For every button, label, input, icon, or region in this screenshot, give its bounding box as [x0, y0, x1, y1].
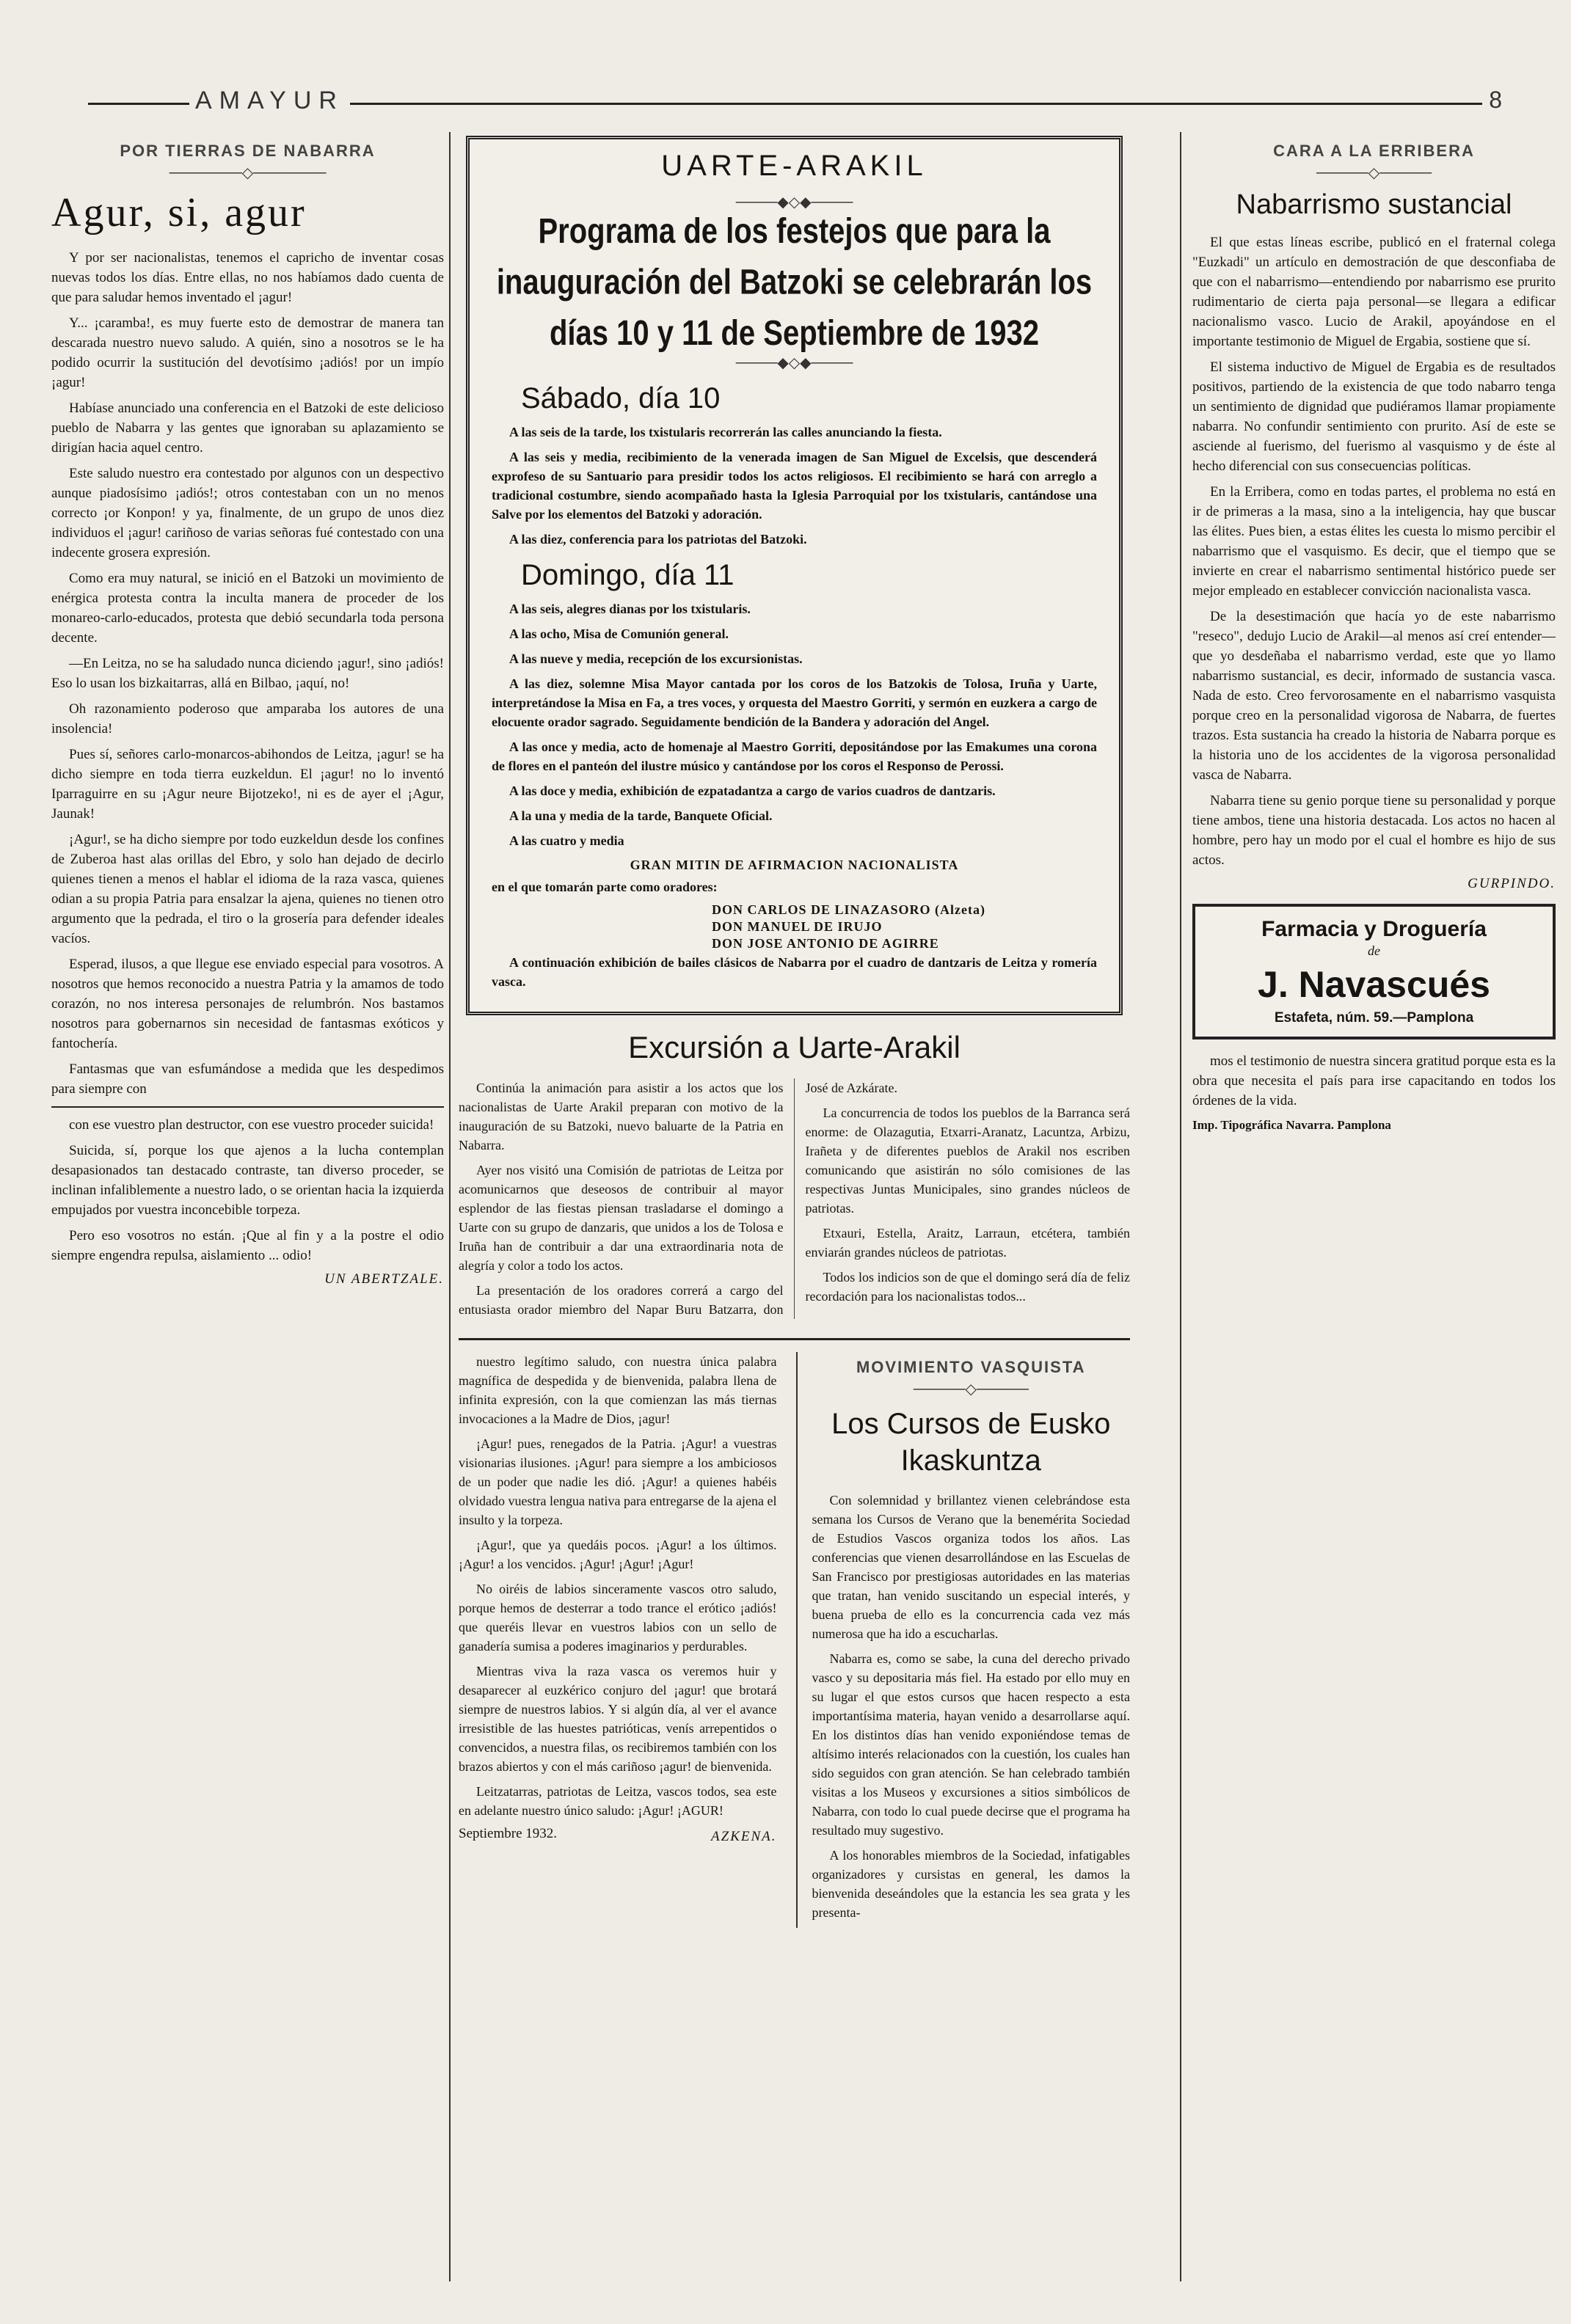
- paragraph: Nabarra es, como se sabe, la cuna del derecho privado vasco y su depositaria más fiel. Ha estado por ello muy en su lugar el que estos cursos que hacen respecto a esta importantísima materia, hayan venido a desarrollarse aquí. En los distintos días han venido exponiéndose temas de altísimo interés relacionados con la cuestión, los cuales han sido seguidos con gran atención. Se han celebrado también visitas a los Museos y excursiones a sitios simbólicos de Nabarra, con todo lo cual puede decirse que el programa ha resultado muy sugestivo.: [812, 1651, 1130, 1838]
- lower-section: [459, 1338, 1130, 1928]
- paragraph: Este saludo nuestro era contestado por algunos con un despectivo aunque piadosísimo ¡adiós!; otros contestaban con un no menos correcto ¡or Konpon! y ya, finalmente, de un grupo de unos diez individuos el ¡agur! cariñoso de varias señoras fué contestado con una indecente grosera expresión.: [51, 466, 444, 560]
- program-item: A las seis y media, recibimiento de la venerada imagen de San Miguel de Excelsis, que descenderá exprofeso de su Santuario para presidir todos los actos religiosos. El recibimiento se hará con arreglo a tradicional costumbre, siendo acompañado hasta la Iglesia Parroquial por los txistularis, cantándose una Salve por los elementos del Batzoki y adoración.: [492, 450, 1097, 522]
- paragraph: Habíase anunciado una conferencia en el Batzoki de este delicioso pueblo de Nabarra y las gentes que ignoraban su aplazamiento se dirigían hacia aquel centro.: [51, 401, 444, 456]
- day-heading: Domingo, día 11: [521, 559, 735, 591]
- column-divider-right: [1180, 132, 1181, 2281]
- paragraph: Pues sí, señores carlo-monarcos-abihondos de Leitza, ¡agur! se ha dicho siempre en toda tierra euzkeldun. El ¡agur! no lo inventó Iparraguirre en su ¡Agur neure Bijotzeko!, ni es de ayer el ¡Agur, Jaunak!: [51, 747, 444, 822]
- paragraph: Nabarra tiene su genio porque tiene su personalidad y porque tiene ambos, tiene una historia destacada. Los actos no hacen al hombre, pero hay un modo por el cual el hombre es hijo de sus actos.: [1192, 793, 1556, 868]
- program-item: A la una y media de la tarde, Banquete Oficial.: [509, 808, 773, 823]
- ornament: ─────◇─────: [1316, 165, 1432, 181]
- paragraph: Leitzatarras, patriotas de Leitza, vascos todos, sea este en adelante nuestro único saludo: ¡Agur! ¡AGUR!: [459, 1784, 777, 1818]
- ornament: ───────◇───────: [169, 165, 327, 181]
- ad-name: J. Navascués: [1258, 964, 1490, 1005]
- paragraph: nuestro legítimo saludo, con nuestra única palabra magnífica de despedida y de bienvenida, palabra llena de infinita expresión, con la que comienzan las más tiernas invocaciones a la Madre de Dios, ¡agur!: [459, 1354, 777, 1426]
- program-item: A las cuatro y media: [509, 833, 624, 848]
- program-item: A las diez, conferencia para los patriotas del Batzoki.: [509, 532, 807, 547]
- paragraph: Continúa la animación para asistir a los actos que los nacionalistas de Uarte Arakil preparan con motivo de la inauguración de su Batzoki, nuevo baluarte de la Patria en Nabarra.: [459, 1081, 784, 1152]
- paragraph: ¡Agur!, se ha dicho siempre por todo euzkeldun desde los confines de Zuberoa hast alas orillas del Ebro, y solo han dejado de decirlo quienes tienen a menos el hablar el idioma de la raza vasca, quienes odian a su propia Patria para ensalzar la ajena, quienes no tienen otro argumento que la pedrada, el tiro o la grosería para defender ideales vacíos.: [51, 832, 444, 946]
- program-item: A las seis de la tarde, los txistularis recorrerán las calles anunciando la fiesta.: [509, 425, 942, 439]
- mitin-heading: GRAN MITIN DE AFIRMACION NACIONALISTA: [630, 858, 959, 872]
- signature: AZKENA.: [711, 1829, 777, 1844]
- ad-address: Estafeta, núm. 59.—Pamplona: [1274, 1010, 1474, 1026]
- article-body: [51, 248, 444, 1287]
- paragraph: No oiréis de labios sinceramente vascos otro saludo, porque hemos de desterrar a todo trance el erótico ¡adiós! que queréis llevar en vuestros labios con un sello de ganadería sumisa a poderes imaginarios y perdurables.: [459, 1582, 777, 1654]
- paragraph: Etxauri, Estella, Araitz, Larraun, etcétera, también enviarán grandes núcleos de patriotas.: [805, 1226, 1130, 1260]
- paragraph: Con solemnidad y brillantez vienen celebrándose esta semana los Cursos de Verano que la benemérita Sociedad de Estudios Vascos organiza todos los años. Las conferencias que vienen desarrollándose en las Escuelas de San Francisco por prestigiosas autoridades en las materias que tratan, han venido suscitando un especial interés, y buena prueba de ello es la concurrencia cada vez más numerosa que ha ido a escucharlas.: [812, 1493, 1130, 1641]
- ad-sub: de: [1368, 943, 1380, 958]
- masthead: [0, 87, 1571, 123]
- date-signature-row: [459, 1826, 777, 1848]
- paragraph: Suicida, sí, porque los que ajenos a la lucha contemplan desapasionados tan destacado contraste, tan diverso proceder, se inclinan infaliblemente a nuestro lado, o se orientan hacia la izquierda empujados por vuestra inconcebible torpeza.: [51, 1143, 444, 1218]
- left-column: [51, 136, 444, 2307]
- speaker: DON CARLOS DE LINAZASORO (Alzeta): [712, 902, 986, 917]
- date: Septiembre 1932.: [459, 1826, 558, 1841]
- speaker: DON JOSE ANTONIO DE AGIRRE: [712, 936, 939, 951]
- paragraph: Ayer nos visitó una Comisión de patriotas de Leitza por acomunicarnos que deseosos de contribuir al mayor esplendor de las fiestas piensan trasladarse el domingo a Uarte con su grupo de danzaris, que unidos a los de Tolosa e Iruña han de contribuir a dar una extraordinaria nota de alegría y color a todo los actos.: [459, 1163, 784, 1273]
- paragraph: ¡Agur! pues, renegados de la Patria. ¡Agur! a vuestras visionarias ilusiones. ¡Agur! para siempre a los ambiciosos de un poder que nadie les dió. ¡Agur! a quienes habéis olvidado vuestra lengua nativa para entregarse de la ajena el insulto y la torpeza.: [459, 1436, 777, 1527]
- paragraph: El sistema inductivo de Miguel de Ergabia es de resultados positivos, partiendo de la existencia de que todo nabarro tenga un sentimiento de dignidad que pudiéramos llamar propiamente nabarra. No confundir sentimiento con prurito. Así de este se asciende al fuerismo, del fuerismo al vasquismo y de éste al hecho diferencial con sus consecuencias políticas.: [1192, 359, 1556, 474]
- signature: GURPINDO.: [1468, 876, 1556, 891]
- middle-column: [459, 136, 1130, 2307]
- paragraph: Todos los indicios son de que el domingo será día de feliz recordación para los nacionalistas todos...: [805, 1270, 1130, 1304]
- newspaper-name: AMAYUR: [189, 87, 350, 115]
- signature: UN ABERTZALE.: [324, 1271, 444, 1287]
- paragraph: La concurrencia de todos los pueblos de la Barranca será enorme: de Olazagutia, Etxarri-Aranatz, Lacuntza, Arbizu, Irañeta y de diferentes pueblos de Arakil nos escriben comunicando que asistirán no sólo comisiones de las respectivas Juntas Municipales, sino grandes núcleos de patriotas.: [805, 1106, 1130, 1216]
- paragraph: Y... ¡caramba!, es muy fuerte esto de demostrar de manera tan descarada nuestro nuevo saludo. A quién, sino a nosotros se le ha podido ocurrir la sustitución del devotísimo ¡adiós! por un impío ¡agur!: [51, 315, 444, 390]
- program-item: A las nueve y media, recepción de los excursionistas.: [509, 651, 803, 666]
- paragraph: De la desestimación que hacía yo de este nabarrismo "reseco", dedujo Lucio de Arakil—al menos así creí entender—que yo desdeñaba el nabarrismo verdad, este que yo llamo nabarrismo sustancial, es decir, informado de sustancia vasca. Nada de esto. Creo fervorosamente en el nabarrismo vasquista porque creo en la personalidad vigorosa de Nabarra, de fuertes trazos. Esta sustancia ha creado la historia de Nabarra porque es la historia uno de los accidentes de la vigorosa personalidad vasca de Nabarra.: [1192, 609, 1556, 783]
- program-title: Programa de los festejos que para la inauguración del Batzoki se celebrarán los días 10 y 11 de Septiembre de 1932: [496, 212, 1093, 353]
- ornament: ────◆◇◆────: [735, 355, 853, 371]
- paragraph: con ese vuestro plan destructor, con ese vuestro proceder suicida!: [69, 1117, 434, 1133]
- paragraph: Y por ser nacionalistas, tenemos el capricho de inventar cosas nuevas todos los días. Entre ellas, no nos habíamos dado cuenta de que para saludar hemos inventado el ¡agur!: [51, 250, 444, 305]
- ad-heading: Farmacia y Droguería: [1261, 917, 1487, 941]
- program-item: A las seis, alegres dianas por los txistularis.: [509, 602, 751, 616]
- paragraph: A los honorables miembros de la Sociedad, infatigables organizadores y cursistas en general, les damos la bienvenida deseándoles que la estancia les sea grata y les presenta-: [812, 1848, 1130, 1920]
- column-divider-left: [449, 132, 451, 2281]
- program-place: UARTE-ARAKIL: [661, 150, 927, 182]
- section-heading: MOVIMIENTO VASQUISTA: [856, 1358, 1086, 1376]
- imprint: Imp. Tipográfica Navarra. Pamplona: [1192, 1118, 1391, 1132]
- divider: [51, 1106, 444, 1108]
- agur-continuation: [459, 1352, 777, 1928]
- program-item: A las doce y media, exhibición de ezpatadantza a cargo de varios cuadros de dantzaris.: [509, 783, 996, 798]
- mitin-sub: en el que tomarán parte como oradores:: [492, 880, 718, 894]
- day-heading: Sábado, día 10: [521, 382, 721, 414]
- speaker: DON MANUEL DE IRUJO: [712, 919, 883, 934]
- ornament: ─────◇─────: [913, 1381, 1029, 1397]
- paragraph: mos el testimonio de nuestra sincera gratitud porque esta es la obra que necesita el país para irse capacitando en todos los órdenes de la vida.: [1192, 1053, 1556, 1108]
- page-number: 8: [1483, 87, 1508, 114]
- movimiento-vasquista: [796, 1352, 1131, 1928]
- article-title: Agur, si, agur: [51, 190, 307, 235]
- paragraph: Como era muy natural, se inició en el Batzoki un movimiento de enérgica protesta contra la inculta manera de proceder de los monareo-carlo-educados, protesta que debió secundarla toda persona decente.: [51, 571, 444, 646]
- article-title: Nabarrismo sustancial: [1236, 189, 1512, 220]
- paragraph: Esperad, ilusos, a que llegue ese enviado especial para vosotros. A nosotros que hemos reconocido a nuestra Patria y la amamos de todo corazón, no nos interesa personajes de relumbrón. Nos bastamos nosotros para gobernarnos sin necesidad de fantasmas exóticos y fantochería.: [51, 957, 444, 1051]
- paragraph: Fantasmas que van esfumándose a medida que les despedimos para siempre con: [51, 1061, 444, 1097]
- paragraph: La presentación de los oradores correrá a cargo del entusiasta orador miembro del Napar Buru Batzarra, don José de Azkárate.: [459, 1081, 897, 1317]
- paragraph: —En Leitza, no se ha saludado nunca diciendo ¡agur!, sino ¡adiós! Eso lo usan los bizkaitarras, allá en Bilbao, ¡aquí, no!: [51, 656, 444, 691]
- paragraph: En la Erribera, como en todas partes, el problema no está en ir de primeras a la masa, sino a la inteligencia, hay que buscar las élites. Pues bien, a estas élites les cuesta lo mismo percibir el nabarrismo que el vasquismo. Es decir, que el tiempo que se invierte en crear el nabarrismo sentimental histórico puede ser mejor empleado en establecer convicción nacionalista vasca.: [1192, 484, 1556, 599]
- program-item: A las ocho, Misa de Comunión general.: [509, 626, 729, 641]
- paragraph: Oh razonamiento poderoso que amparaba los autores de una insolencia!: [51, 701, 444, 737]
- article-title: Los Cursos de Eusko Ikaskuntza: [831, 1408, 1111, 1477]
- paragraph: Pero eso vosotros no están. ¡Que al fin y a la postre el odio siempre engendra repulsa, aislamiento ... odio!: [51, 1228, 444, 1263]
- program-item: A las diez, solemne Misa Mayor cantada por los coros de los Batzokis de Tolosa, Iruña y Uarte, interpretándose la Misa en Fa, a tres voces, y orquesta del Maestro Gorriti, y sermón en euzkera a cargo de elocuente orador sagrado. Seguidamente bendición de la Bandera y adoración del Angel.: [492, 676, 1097, 729]
- excursion-body: [459, 1078, 1130, 1319]
- program-box: [466, 136, 1123, 1015]
- paragraph: El que estas líneas escribe, publicó en el fraternal colega "Euzkadi" un artículo en demostración de que desconfiaba de que con el nabarrismo—entendiendo por nabarrismo ese prurito rudimentario de cierta paja personal—se llegara a edificar nacionalismo vasco. Lucio de Arakil, apoyándose en el importante testimonio de Miguel de Ergabia, sostiene que sí.: [1192, 235, 1556, 349]
- program-closing: A continuación exhibición de bailes clásicos de Nabarra por el cuadro de dantzaris de Leitza y romería vasca.: [492, 955, 1097, 989]
- section-heading: CARA A LA ERRIBERA: [1273, 142, 1475, 160]
- right-column: [1192, 136, 1556, 2307]
- paragraph: Mientras viva la raza vasca os veremos huir y desaparecer al euzkérico conjuro del ¡agur! que brotará siempre de nuestros labios. Y si algún día, al ver el avance irresistible de las huestes patrióticas, venís arrepentidos o convencidos, a nuestra filas, os recibiremos también con los brazos abiertos y con el más cariñoso ¡agur! de bienvenida.: [459, 1664, 777, 1774]
- paragraph: ¡Agur!, que ya quedáis pocos. ¡Agur! a los últimos. ¡Agur! a los vencidos. ¡Agur! ¡Agur! ¡Agur!: [459, 1538, 777, 1571]
- program-item: A las once y media, acto de homenaje al Maestro Gorriti, depositándose por las Emakumes una corona de flores en el panteón del ilustre músico y cantándose por los coros el Responso de Perossi.: [492, 739, 1097, 773]
- excursion-title: Excursión a Uarte-Arakil: [628, 1030, 961, 1064]
- section-heading: POR TIERRAS DE NABARRA: [120, 142, 376, 160]
- ornament: ────◆◇◆────: [735, 194, 853, 211]
- pharmacy-ad: [1192, 904, 1556, 1039]
